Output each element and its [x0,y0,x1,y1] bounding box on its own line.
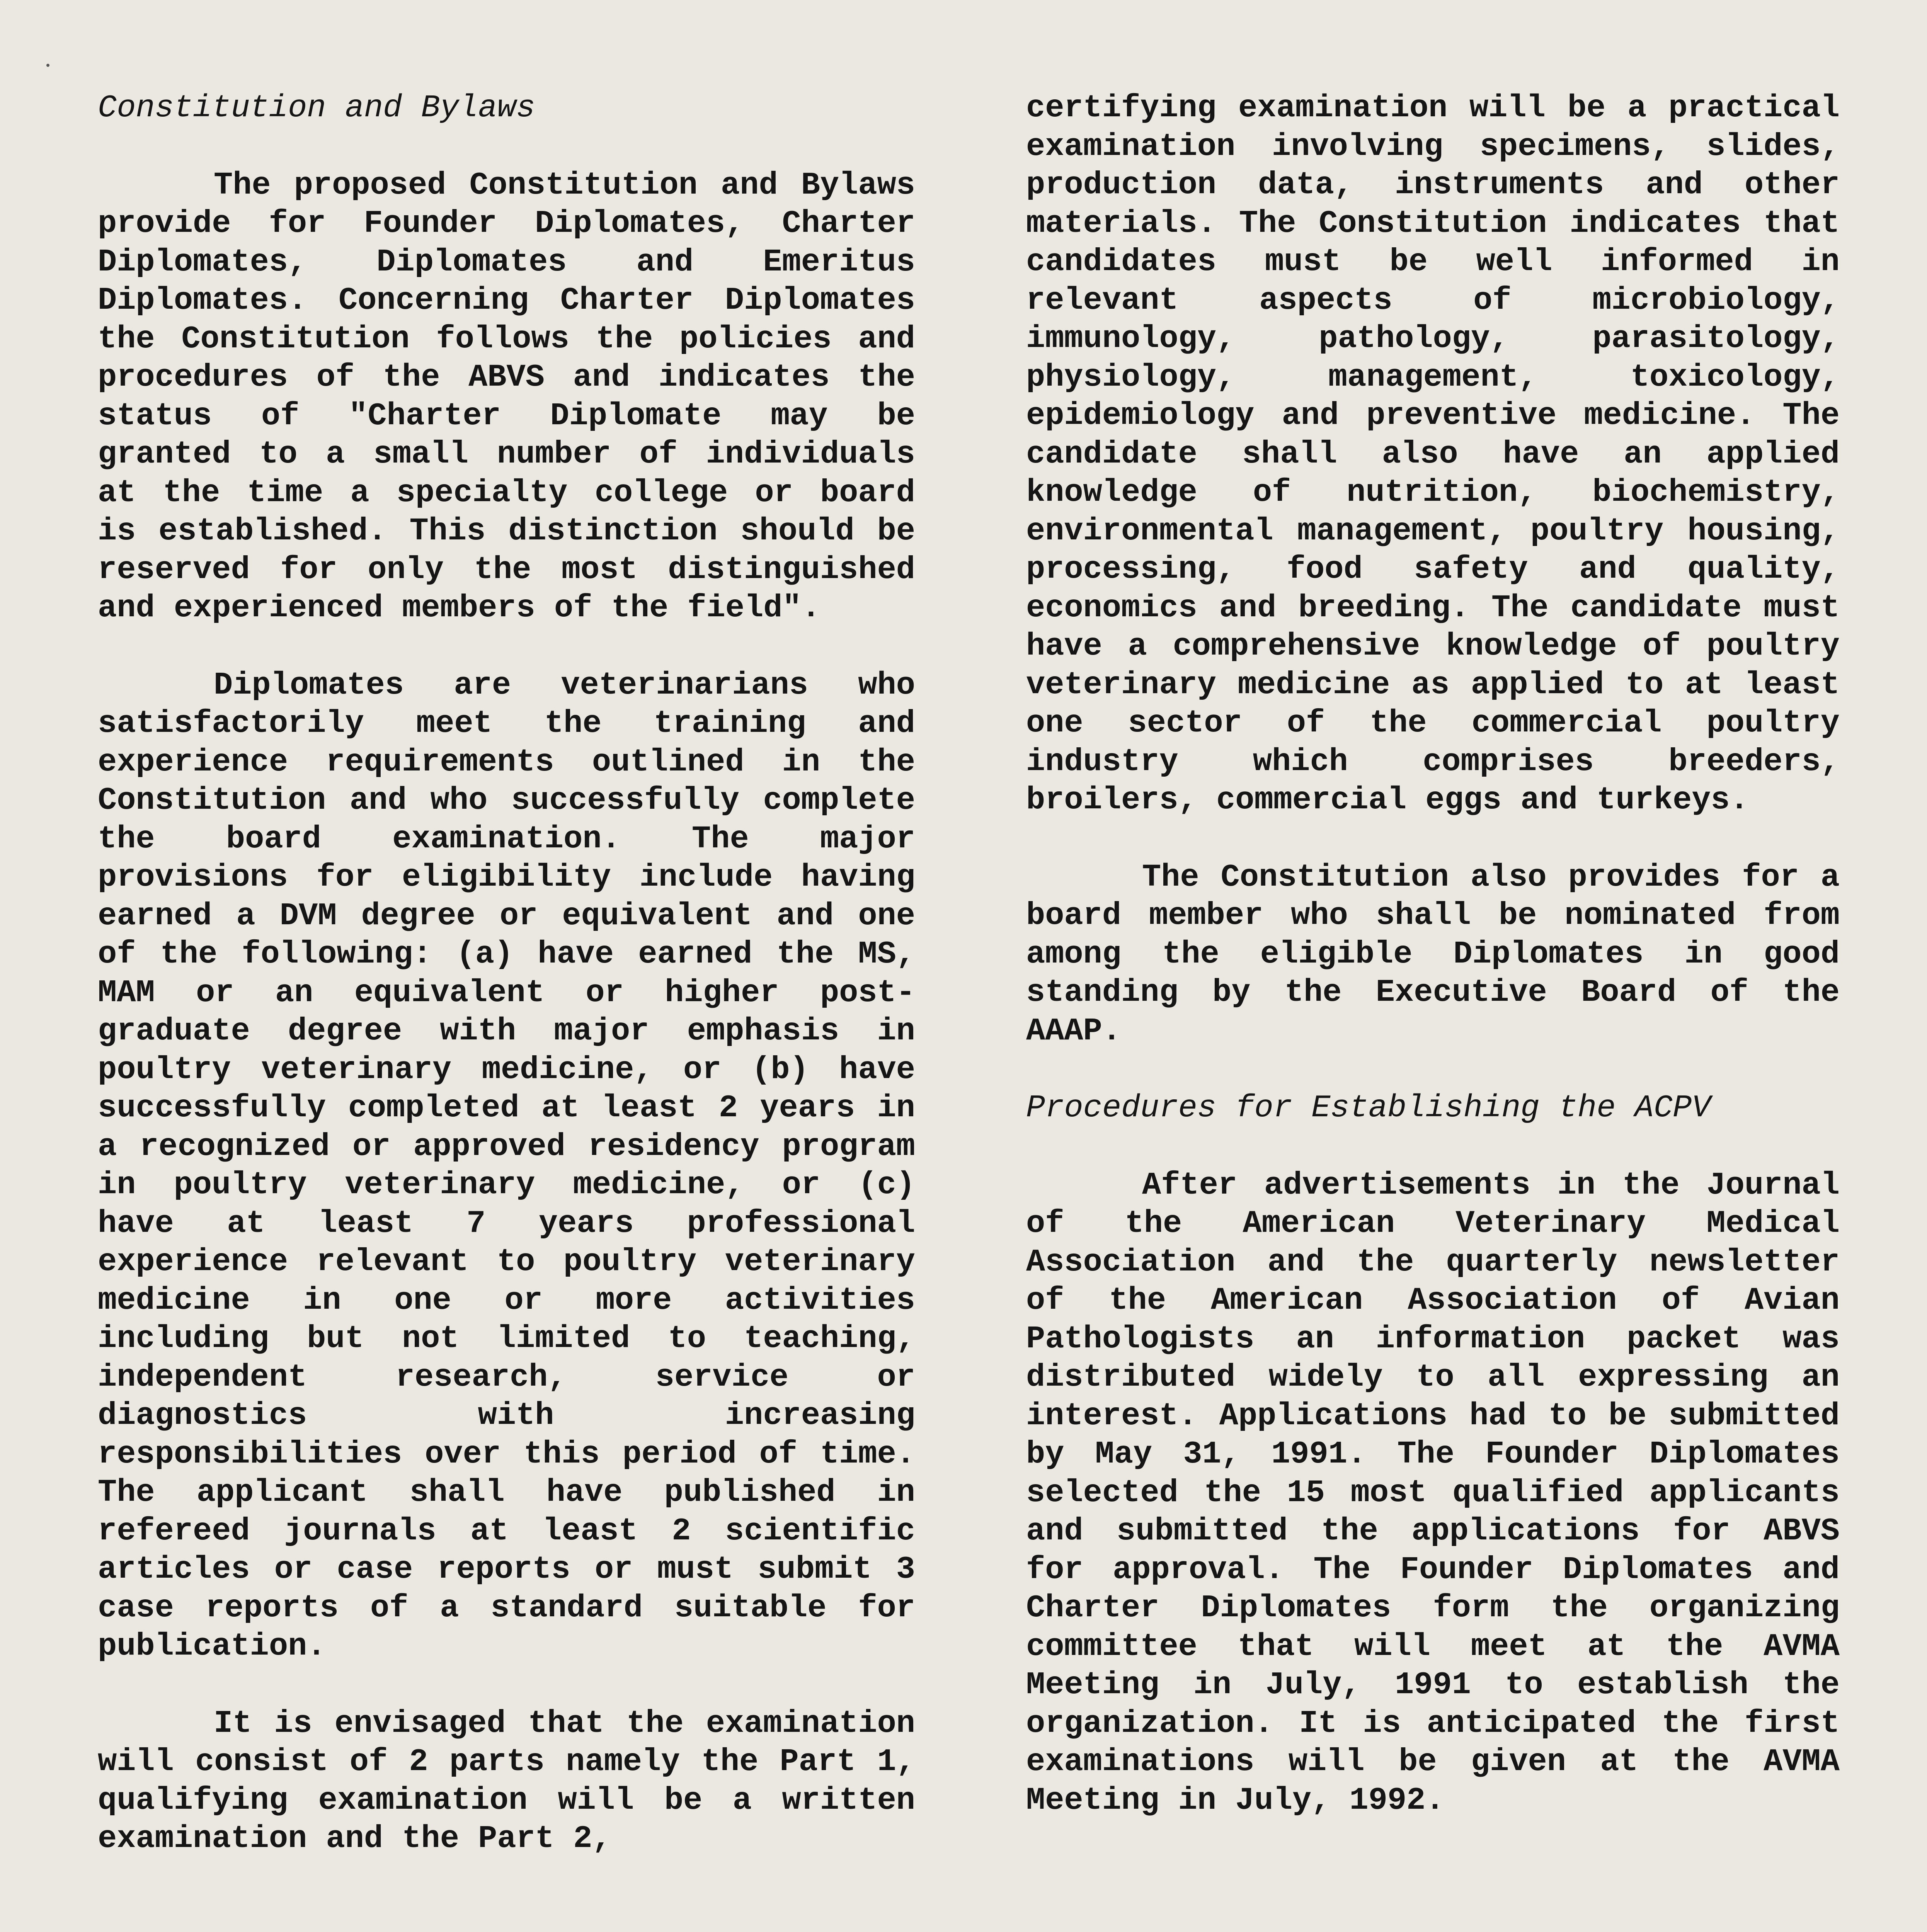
right-column [1026,89,1840,1820]
left-column [98,89,915,1858]
paragraph-examination-continued: certifying examination will be a practical examination involving specimens, slides, production data, instruments and other materials. The Constitution indicates that candidates must be well informed in relevant aspects of microbiology, immunology, pathology, parasitology, physiology, management, toxicology, epidemiology and preventive medicine. The candidate shall also have an applied knowledge of nutrition, biochemistry, environmental management, poultry housing, processing, food safety and quality, economics and breeding. The candidate must have a comprehensive knowledge of poultry veterinary medicine as applied to at least one sector of the commercial poultry industry which comprises breeders, broilers, commercial eggs and turkeys. [1026,90,1840,818]
section-heading-procedures: Procedures for Establishing the ACPV [1026,1090,1711,1126]
section-heading-constitution: Constitution and Bylaws [98,90,535,126]
paragraph-constitution: The proposed Constitution and Bylaws provide for Founder Diplomates, Charter Diplomates, Diplomates and Emeritus Diplomates. Concerning Charter Diplomates the Constitution follows the policies and procedures of the ABVS and indicates the status of "Charter Diplomate may be granted to a small number of individuals at the time a specialty college or board is established. This distinction should be reserved for only the most distinguished and experienced members of the field". [98,167,915,626]
paragraph-diplomates: Diplomates are veterinarians who satisfactorily meet the training and experience requirements outlined in the Constitution and who successfully complete the board examination. The major provisions for eligibility include having earned a DVM degree or equivalent and one of the following: (a) have earned the MS, MAM or an equivalent or higher post-graduate degree with major emphasis in poultry veterinary medicine, or (b) have successfully completed at least 2 years in a recognized or approved residency program in poultry veterinary medicine, or (c) have at least 7 years professional experience relevant to poultry veterinary medicine in one or more activities including but not limited to teaching, independent research, service or diagnostics with increasing responsibilities over this period of time. The applicant shall have published in refereed journals at least 2 scientific articles or case reports or must submit 3 case reports of a standard suitable for publication. [98,667,915,1664]
paragraph-procedures: After advertisements in the Journal of the American Veterinary Medical Association and the quarterly newsletter of the American Association of Avian Pathologists an information packet was distributed widely to all expressing an interest. Applications had to be submitted by May 31, 1991. The Founder Diplomates selected the 15 most qualified applicants and submitted the applications for ABVS for approval. The Founder Diplomates and Charter Diplomates form the organizing committee that will meet at the AVMA Meeting in July, 1991 to establish the organization. It is anticipated the first examinations will be given at the AVMA Meeting in July, 1992. [1026,1167,1840,1818]
scan-speck [46,64,49,67]
paragraph-board-member: The Constitution also provides for a board member who shall be nominated from among the eligible Diplomates in good standing by the Executive Board of the AAAP. [1026,859,1840,1049]
paragraph-examination: It is envisaged that the examination will consist of 2 parts namely the Part 1, qualifying examination will be a written examination and the Part 2, [98,1705,915,1857]
